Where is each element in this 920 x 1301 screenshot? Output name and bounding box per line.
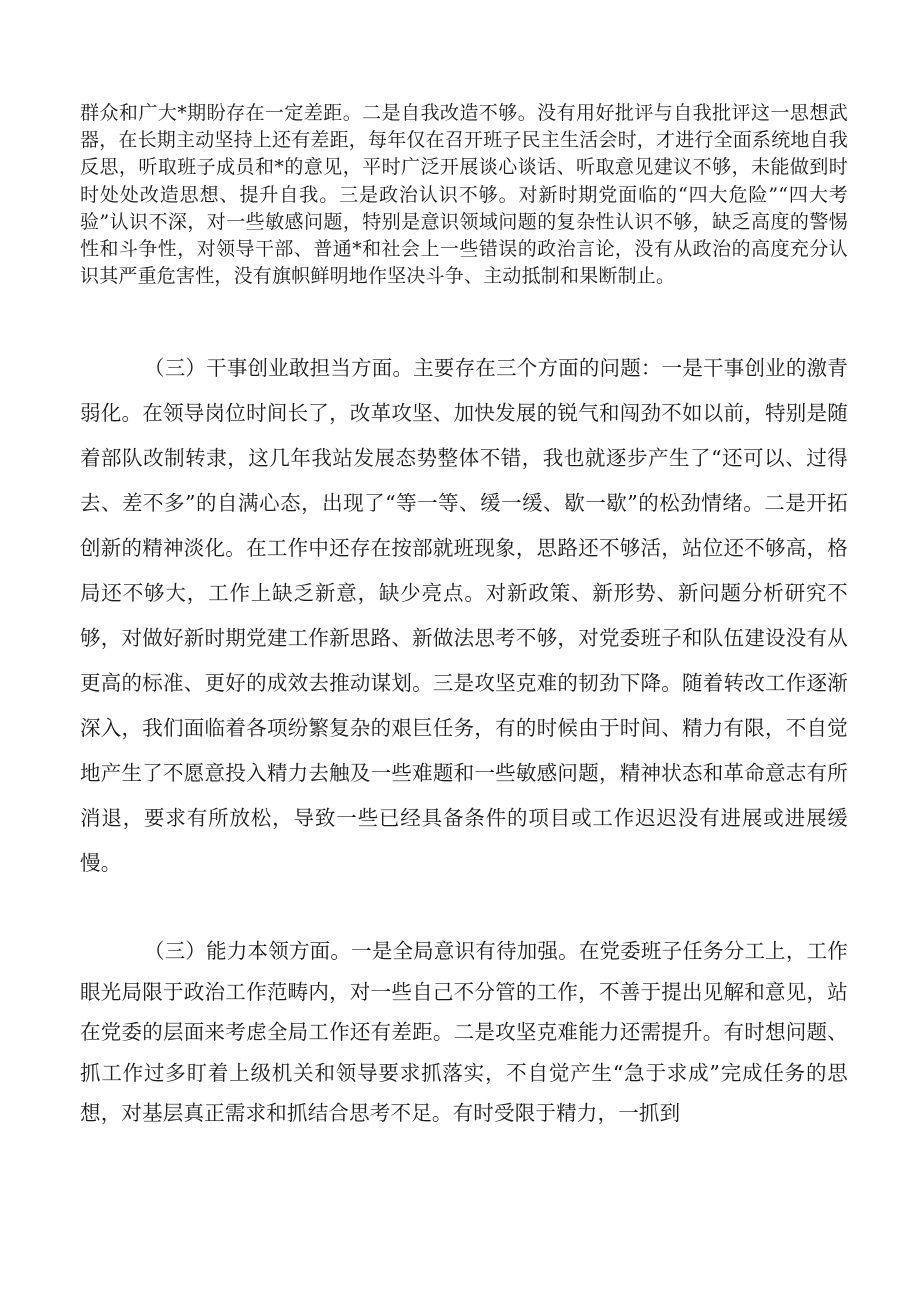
paragraph-section-3-ability: （三）能力本领方面。一是全局意识有待加强。在党委班子任务分工上，工作眼光局限于政治工作范畴内，对一些自己不分管的工作，不善于提出见解和意见，站在党委的层面来考虑全局工作还有差距。二是攻坚克难能力还需提升。有时想问题、抓工作过多盯着上级机关和领导要求抓落实，不自觉产生“急于求成”完成任务的思想，对基层真正需求和抓结合思考不足。有时受限于精力，一抓到	[80, 939, 848, 1125]
paragraph-section-3-initiative: （三）干事创业敢担当方面。主要存在三个方面的问题：一是干事创业的激青弱化。在领导岗位时间长了，改革攻坚、加快发展的锐气和闯劲不如以前，特别是随着部队改制转隶，这几年我站发展态势整体不错，我也就逐步产生了“还可以、过得去、差不多”的自满心态，出现了“等一等、缓一缓、歇一歇”的松劲情绪。二是开拓创新的精神淡化。在工作中还存在按部就班现象，思路还不够活，站位还不够高，格局还不够大，工作上缺乏新意，缺少亮点。对新政策、新形势、新问题分析研究不够，对做好新时期党建工作新思路、新做法思考不够，对党委班子和队伍建设没有从更高的标准、更好的成效去推动谋划。三是攻坚克难的韧劲下降。随着转改工作逐渐深入，我们面临着各项纷繁复杂的艰巨任务，有的时候由于时间、精力有限，不自觉地产生了不愿意投入精力去触及一些难题和一些敏感问题，精神状态和革命意志有所消退，要求有所放松，导致一些已经具备条件的项目或工作迟迟没有进展或进展缓慢。	[80, 356, 848, 875]
paragraph-continued: 群众和广大*期盼存在一定差距。二是自我改造不够。没有用好批评与自我批评这一思想武器，在长期主动坚持上还有差距，每年仅在召开班子民主生活会时，才进行全面系统地自我反思，听取班子成员和*的意见，平时广泛开展谈心谈话、听取意见建议不够，未能做到时时处处改造思想、提升自我。三是政治认识不够。对新时期党面临的“四大危险”“四大考验”认识不深，对一些敏感问题，特别是意识领域问题的复杂性认识不够，缺乏高度的警惕性和斗争性，对领导干部、普通*和社会上一些错误的政治言论，没有从政治的高度充分认识其严重危害性，没有旗帜鲜明地作坚决斗争、主动抵制和果断制止。	[80, 102, 849, 288]
